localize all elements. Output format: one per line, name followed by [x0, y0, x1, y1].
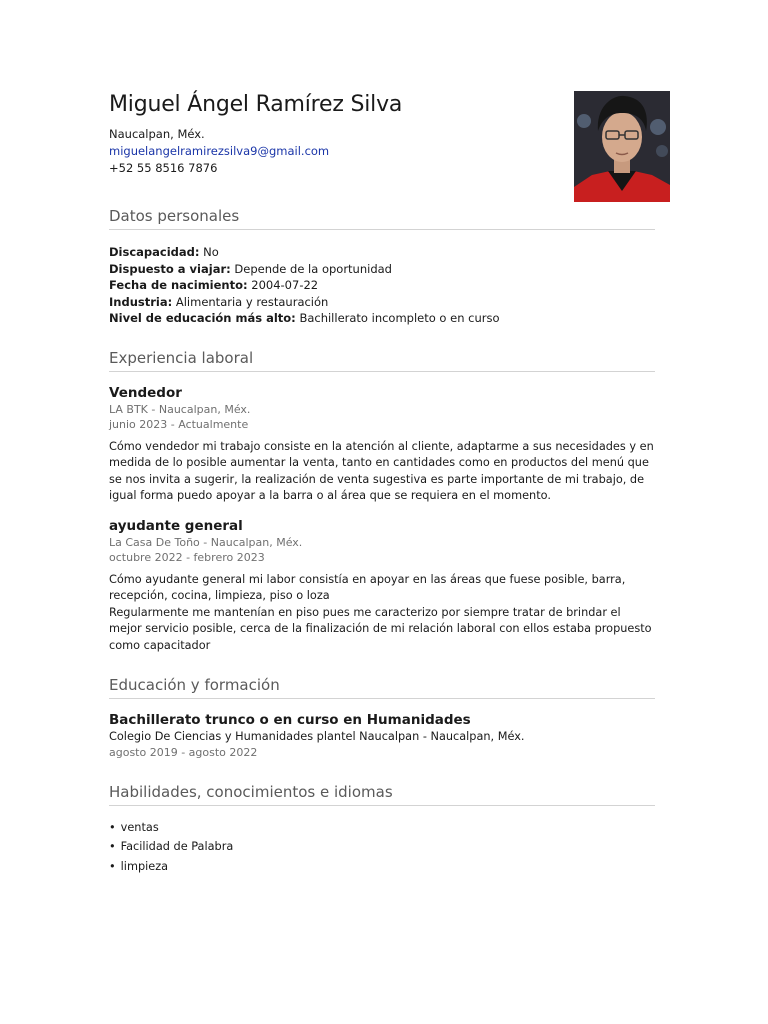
info-label: Dispuesto a viajar: [109, 261, 231, 276]
skills-list [109, 818, 655, 877]
job-description [109, 439, 655, 505]
description-paragraph: Cómo vendedor mi trabajo consiste en la atención al cliente, adaptarme a sus necesidades y en medida de lo posible aumentar la venta, tanto en cantidades como en productos del menú que se nos invita a sugerir, la realización de venta sugestiva es parte importante de mi trabajo, de igual forma puedo apoyar a la barra o al área que se requiera en el momento. [109, 439, 654, 502]
job-entry [109, 384, 655, 505]
job-location: Naucalpan, Méx. [210, 535, 303, 549]
info-label: Industria: [109, 294, 173, 309]
info-value: Alimentaria y restauración [175, 294, 329, 309]
job-dates: octubre 2022 - febrero 2023 [109, 551, 265, 564]
personal-data-section [109, 207, 655, 327]
skill-item: • ventas [109, 818, 655, 838]
description-paragraph: Regularmente me mantenían en piso pues me caracterizo por siempre tratar de brindar el mejor servicio posible, cerca de la finalización de mi relación laboral con ellos estaba propuesto como capacitador [109, 605, 652, 652]
info-row [109, 310, 655, 327]
job-location: Naucalpan, Méx. [158, 402, 251, 416]
job-employer: La Casa De Toño - Naucalpan, Méx. [109, 535, 303, 549]
job-dates: junio 2023 - Actualmente [109, 418, 249, 431]
section-title: Datos personales [109, 207, 655, 230]
job-title: Vendedor [109, 384, 182, 401]
section-title: Experiencia laboral [109, 349, 655, 372]
info-value: Depende de la oportunidad [234, 261, 392, 276]
section-title: Habilidades, conocimientos e idiomas [109, 783, 655, 806]
school-location: Naucalpan, Méx. [430, 730, 525, 743]
info-value: 2004-07-22 [251, 278, 319, 292]
skill-item: • limpieza [109, 857, 655, 877]
job-description [109, 572, 655, 655]
experience-section [109, 349, 655, 655]
info-row [109, 244, 655, 261]
resume-header [109, 90, 655, 177]
education-entry [109, 711, 655, 761]
candidate-name: Miguel Ángel Ramírez Silva [109, 92, 403, 117]
info-label: Nivel de educación más alto: [109, 311, 296, 325]
skills-section [109, 783, 655, 877]
info-row [109, 277, 655, 294]
school-name: Colegio De Ciencias y Humanidades plantel Naucalpan [109, 730, 420, 743]
skill-item: • Facilidad de Palabra [109, 837, 655, 857]
degree-title: Bachillerato trunco o en curso en Humanidades [109, 712, 471, 728]
location-text: Naucalpan, Méx. [109, 127, 205, 141]
personal-info-list [109, 244, 655, 327]
school-info: Colegio De Ciencias y Humanidades plantel Naucalpan - Naucalpan, Méx. [109, 730, 525, 743]
info-label: Fecha de nacimiento: [109, 278, 248, 292]
contact-info [109, 126, 655, 177]
resume-page [109, 90, 655, 876]
education-section [109, 676, 655, 761]
education-dates: agosto 2019 - agosto 2022 [109, 746, 258, 759]
job-title: ayudante general [109, 517, 243, 534]
info-label: Discapacidad: [109, 245, 200, 259]
company-name: La Casa De Toño [109, 535, 200, 549]
info-value: No [203, 245, 219, 259]
company-name: LA BTK [109, 402, 148, 416]
email-link[interactable]: miguelangelramirezsilva9@gmail.com [109, 144, 330, 158]
info-value: Bachillerato incompleto o en curso [299, 311, 500, 325]
job-employer: LA BTK - Naucalpan, Méx. [109, 402, 251, 416]
info-row [109, 294, 655, 311]
info-row [109, 261, 655, 278]
job-entry [109, 517, 655, 655]
section-title: Educación y formación [109, 676, 655, 699]
phone-text: +52 55 8516 7876 [109, 161, 218, 175]
description-paragraph: Cómo ayudante general mi labor consistía en apoyar en las áreas que fuese posible, barra, recepción, cocina, limpieza, piso o loza [109, 572, 626, 602]
